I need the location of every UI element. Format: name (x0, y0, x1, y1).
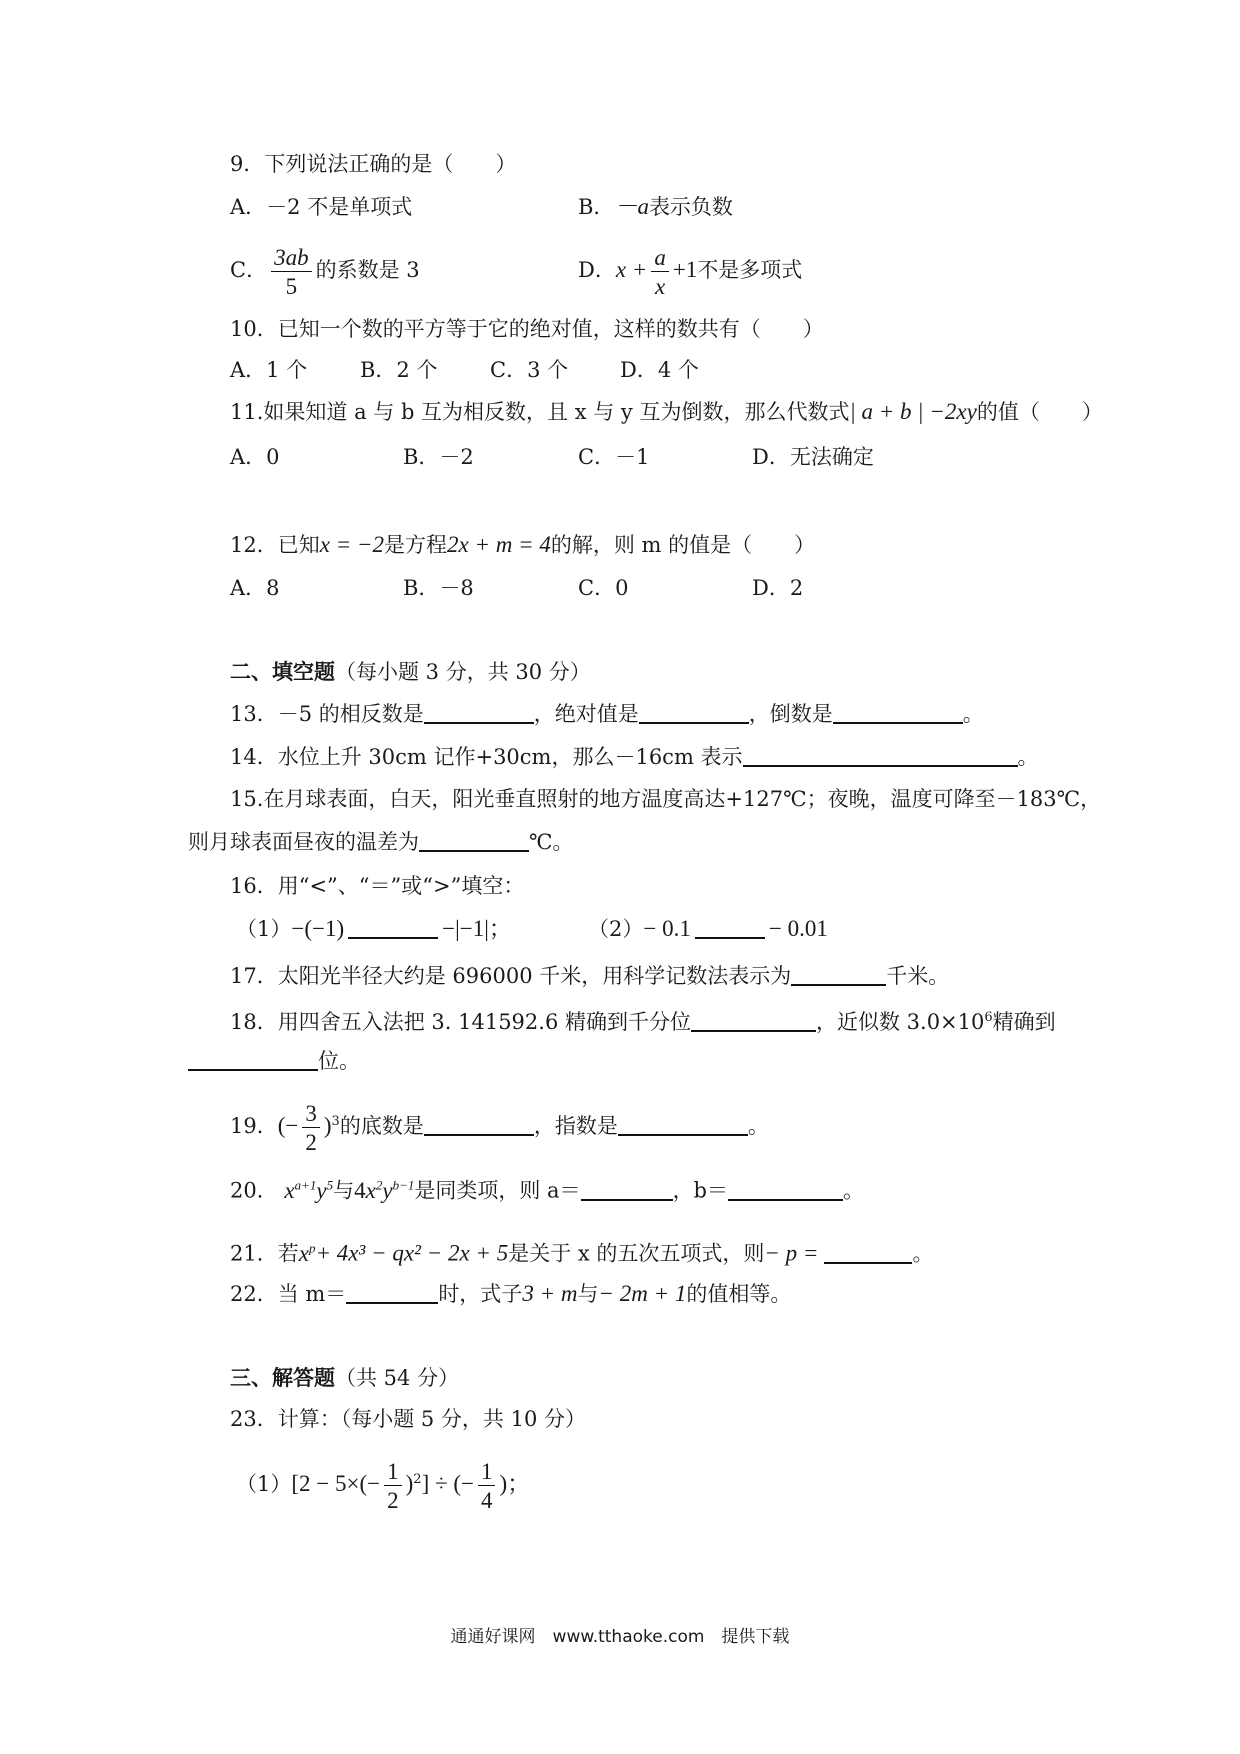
q22-blank[interactable] (346, 1280, 438, 1304)
q13-blank-1[interactable] (424, 700, 534, 724)
q17: 17．太阳光半径大约是 696000 千米，用科学记数法表示为 千米。 (230, 964, 950, 988)
q15-line-1: 15.在月球表面，白天，阳光垂直照射的地方温度高达+127℃；夜晚，温度可降至－183℃， (230, 787, 1102, 811)
q9-stem: 9．下列说法正确的是（ ） (230, 152, 517, 176)
q10-option-d: D．4 个 (620, 358, 699, 382)
q9-option-c: C． $\frac{3ab}{5}$ 的系数是 3 (230, 244, 420, 299)
q11-option-a: A．0 (230, 445, 280, 469)
section2-heading: 二、填空题（每小题 3 分，共 30 分） (230, 659, 591, 684)
q18-blank-1[interactable] (691, 1008, 816, 1032)
q16-blank-2[interactable] (695, 915, 765, 939)
q10-stem: 10．已知一个数的平方等于它的绝对值，这样的数共有（ ） (230, 317, 824, 341)
q23-fraction-2: $\frac{1}{4}$ (478, 1460, 496, 1512)
q18-blank-2[interactable] (188, 1047, 318, 1071)
q11-option-b: B．－2 (403, 445, 474, 469)
q13: 13．－5 的相反数是 ，绝对值是 ，倒数是 。 (230, 702, 984, 726)
q21-blank[interactable] (824, 1240, 912, 1264)
q10-option-b: B．2 个 (360, 358, 438, 382)
q19: 19．(− $\frac{3}{2}$ )$^3$的底数是 ，指数是 。 (230, 1100, 769, 1155)
q11-stem: 11.如果知道 a 与 b 互为相反数，且 x 与 y 互为倒数，那么代数式| a + b | −2xy的值（ ） (230, 399, 1103, 424)
q15-blank[interactable] (419, 828, 529, 852)
q23-part-1: （1）[2 − 5×(− $\frac{1}{2}$ )$^2$] ÷ (− $\frac{1}{4}$ )； (236, 1458, 531, 1513)
q10-option-a: A．1 个 (230, 358, 308, 382)
q21-expr: $x^p$ (298, 1240, 316, 1266)
q10-option-c: C．3 个 (490, 358, 569, 382)
q18-line-2: 位。 (188, 1047, 360, 1075)
q13-blank-2[interactable] (639, 700, 749, 724)
footer-source: 通通好课网 www.tthaoke.com 提供下载 (450, 1627, 790, 1647)
q16-blank-1[interactable] (348, 915, 438, 939)
q12-stem: 12．已知x = −2是方程2x + m = 4的解，则 m 的值是（ ） (230, 532, 816, 557)
q9-option-d: D．x + $\frac{a}{x}$ +1不是多项式 (578, 244, 803, 299)
q12-option-b: B．－8 (403, 576, 474, 600)
q11-option-c: C．－1 (578, 445, 650, 469)
q22: 22．当 m＝ 时，式子3 + m与− 2m + 1的值相等。 (230, 1281, 792, 1306)
q19-fraction: $\frac{3}{2}$ (302, 1102, 320, 1154)
q20-term-2: $4x^2y^{b-1}$ (354, 1177, 415, 1203)
q23-stem: 23．计算：（每小题 5 分，共 10 分） (230, 1407, 587, 1431)
q19-blank-2[interactable] (618, 1112, 748, 1136)
q9-option-a: A．－2 不是单项式 (230, 195, 413, 219)
q14: 14．水位上升 30cm 记作+30cm，那么－16cm 表示 。 (230, 745, 1039, 769)
q19-blank-1[interactable] (424, 1112, 534, 1136)
q9-d-fraction: $\frac{a}{x}$ (651, 246, 669, 298)
q23-fraction-1: $\frac{1}{2}$ (384, 1460, 402, 1512)
q9-c-fraction: $\frac{3ab}{5}$ (271, 246, 312, 298)
q20-blank-2[interactable] (728, 1177, 843, 1201)
section3-heading: 三、解答题（共 54 分） (230, 1365, 460, 1390)
q18-line-1: 18．用四舍五入法把 3. 141592.6 精确到千分位 ，近似数 $3.0\times 10^6$精确到 (230, 1010, 1056, 1034)
q14-blank[interactable] (743, 743, 1018, 767)
q12-option-c: C．0 (578, 576, 629, 600)
q9-option-b: B．－a表示负数 (578, 194, 733, 219)
q13-blank-3[interactable] (833, 700, 963, 724)
q16-part-1: （1）−(−1) −|−1|； (236, 916, 512, 941)
q15-line-2: 则月球表面昼夜的温差为 ℃。 (188, 830, 574, 854)
q20: 20． $x^{a+1}y^5$与$4x^2y^{b-1}$是同类项，则 a＝ ，b＝ 。 (230, 1177, 865, 1203)
q16-part-2: （2）− 0.1 − 0.01 (588, 916, 828, 941)
q11-option-d: D．无法确定 (752, 445, 874, 469)
q17-blank[interactable] (791, 962, 886, 986)
q20-blank-1[interactable] (581, 1177, 673, 1201)
q16-stem: 16．用“<”、“＝”或“>”填空： (230, 874, 525, 898)
q12-option-a: A．8 (230, 576, 280, 600)
q21: 21．若$x^p+ 4x^3 - qx^2 - 2x + 5$是关于 x 的五次五项式，则− p = 。 (230, 1240, 934, 1266)
q12-option-d: D．2 (752, 576, 804, 600)
q20-term-1: $x^{a+1}y^5$ (284, 1177, 334, 1203)
